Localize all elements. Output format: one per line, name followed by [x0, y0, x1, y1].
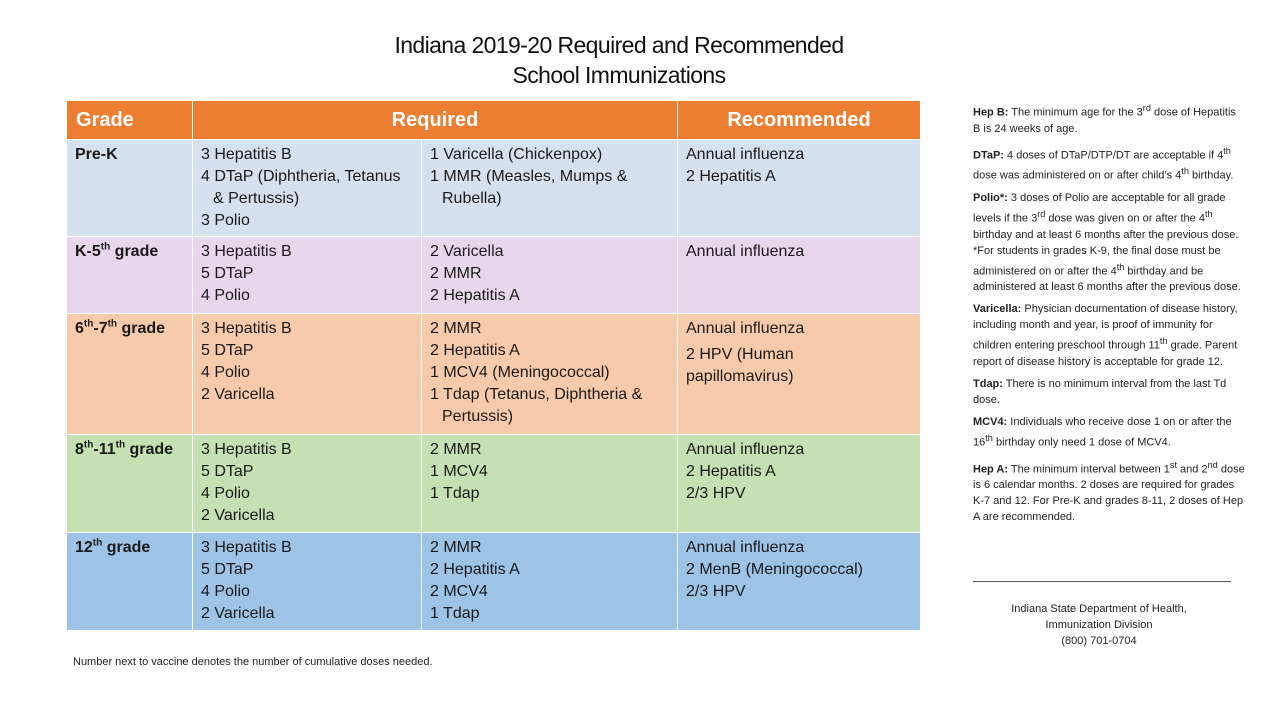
- vaccine-item: 3 Polio: [201, 212, 250, 229]
- vaccine-item: 4 DTaP (Diphtheria, Tetanus: [201, 168, 401, 185]
- note-text: 3 doses of Polio are acceptable for all grade levels if the 3: [973, 191, 1226, 225]
- vaccine-item: 4 Polio: [201, 287, 250, 304]
- note-sup: th: [1181, 166, 1189, 177]
- note-sup: th: [1204, 208, 1213, 219]
- notes-divider: [973, 581, 1231, 582]
- vaccine-item: 2 Hepatitis A: [430, 287, 520, 304]
- note-text: There is no minimum interval from the last Td dose.: [973, 377, 1227, 406]
- table-header-row: [67, 101, 921, 140]
- table-row-6-7: [67, 314, 921, 435]
- recommended-cell: [678, 237, 921, 314]
- vaccine-item: 3 Hepatitis B: [201, 539, 292, 556]
- vaccine-item: 2 MMR: [430, 441, 482, 458]
- vaccine-item: 2 HPV (Human: [686, 346, 794, 363]
- vaccine-item: 2 MenB (Meningococcal): [686, 561, 863, 578]
- vaccine-item: 3 Hepatitis B: [201, 146, 292, 163]
- note-sup: th: [1159, 336, 1168, 347]
- agency-block: [985, 601, 1213, 649]
- note-sup: rd: [1037, 208, 1046, 219]
- vaccine-item: papillomavirus): [686, 368, 794, 385]
- agency-phone: (800) 701-0704: [1061, 635, 1137, 647]
- grade-label-mid: -7: [93, 320, 108, 337]
- grade-cell: [67, 533, 193, 631]
- grade-label: 8: [75, 441, 84, 458]
- table-row-12: [67, 533, 921, 631]
- vaccine-item: Pertussis): [442, 408, 514, 425]
- note-label: Tdap:: [973, 377, 1003, 390]
- vaccine-item: 5 DTaP: [201, 342, 254, 359]
- vaccine-item: 1 MCV4 (Meningococcal): [430, 364, 610, 381]
- note-label: Polio*:: [973, 191, 1008, 204]
- vaccine-item: 3 Hepatitis B: [201, 243, 292, 260]
- vaccine-item: 2 MMR: [430, 539, 482, 556]
- vaccine-item: Annual influenza: [686, 320, 805, 337]
- note-text: birthday and be administered at least 6 months after the previous dose.: [973, 265, 1241, 294]
- note-sup: rd: [1142, 103, 1151, 113]
- vaccine-item: 2 Varicella: [201, 386, 275, 403]
- note-sup: th: [1223, 145, 1231, 156]
- note-text: The minimum interval between 1: [1008, 463, 1170, 476]
- note-label: Varicella:: [973, 303, 1022, 316]
- note-sup: th: [1116, 261, 1125, 272]
- vaccine-item: 2/3 HPV: [686, 485, 746, 502]
- required-cell-1: [193, 533, 422, 631]
- vaccine-item: 2 Varicella: [201, 507, 275, 524]
- grade-label-suffix: grade: [102, 539, 151, 556]
- header-required: Required: [193, 101, 678, 140]
- grade-sup: th: [83, 439, 94, 451]
- grade-label: 6: [75, 320, 84, 337]
- vaccine-item: Annual influenza: [686, 243, 805, 260]
- note-text: Individuals who receive dose 1 on or after the 16: [973, 415, 1232, 449]
- vaccine-item: 2 Hepatitis A: [430, 342, 520, 359]
- grade-sup: th: [100, 241, 111, 253]
- note-tdap: [973, 376, 1245, 408]
- recommended-cell: [678, 435, 921, 533]
- note-sup: th: [985, 432, 993, 443]
- required-cell-1: [193, 237, 422, 314]
- vaccine-item: Annual influenza: [686, 146, 805, 163]
- title-line-1: Indiana 2019-20 Required and Recommended: [394, 32, 844, 58]
- grade-label-suffix: grade: [125, 441, 174, 458]
- note-text: The minimum age for the 3: [1008, 106, 1143, 119]
- vaccine-item: 4 Polio: [201, 364, 250, 381]
- immunization-table: [66, 100, 921, 631]
- note-polio: [973, 190, 1245, 295]
- vaccine-item: 3 Hepatitis B: [201, 441, 292, 458]
- grade-cell: [67, 314, 193, 435]
- table-row-k5: [67, 237, 921, 314]
- note-hep-b: [973, 100, 1245, 137]
- grade-label: 12: [75, 539, 93, 556]
- note-sup: st: [1169, 459, 1177, 470]
- vaccine-item: 2 Hepatitis A: [686, 463, 776, 480]
- note-label: Hep A:: [973, 463, 1009, 476]
- grade-label-suffix: grade: [110, 243, 159, 260]
- note-text: *For students in grades K-9, the final dose must be administered on or after the 4: [973, 244, 1221, 278]
- vaccine-item: 5 DTaP: [201, 265, 254, 282]
- vaccine-item: 4 Polio: [201, 583, 250, 600]
- vaccine-item: 2 MMR: [430, 320, 482, 337]
- note-label: Hep B:: [973, 106, 1009, 119]
- note-text: dose is 6 calendar months. 2 doses are required for grades K-7 and 12. For Pre-K and grades 8-11, 2 doses of Hep A are recommended.: [973, 463, 1245, 524]
- required-cell-2: [422, 533, 678, 631]
- vaccine-item: 2 Hepatitis A: [686, 168, 776, 185]
- note-text: birthday and at least 6 months after the previous dose.: [973, 228, 1239, 241]
- vaccine-item: 5 DTaP: [201, 463, 254, 480]
- recommended-cell: [678, 314, 921, 435]
- grade-sup: th: [92, 537, 103, 549]
- vaccine-item: Rubella): [442, 190, 502, 207]
- dose-footnote: Number next to vaccine denotes the number of cumulative doses needed.: [73, 656, 433, 668]
- note-dtap: [973, 143, 1245, 184]
- vaccine-item: 2 Varicella: [201, 605, 275, 622]
- vaccine-item: 1 Tdap: [430, 605, 480, 622]
- note-text: dose was administered on or after child’s 4: [973, 169, 1182, 182]
- recommended-cell: [678, 140, 921, 237]
- grade-label: Pre-K: [75, 146, 118, 163]
- note-text: birthday.: [1188, 169, 1234, 182]
- grade-label-suffix: grade: [117, 320, 166, 337]
- note-text: birthday only need 1 dose of MCV4.: [992, 436, 1171, 449]
- note-text: Physician documentation of disease history, including month and year, is proof of immunity for children entering preschool through 11: [973, 303, 1238, 352]
- required-cell-2: [422, 237, 678, 314]
- note-text: grade. Parent report of disease history is acceptable for grade 12.: [973, 339, 1238, 368]
- grade-sup: th: [107, 318, 118, 330]
- table-row-8-11: [67, 435, 921, 533]
- page-title: [0, 30, 1238, 90]
- grade-cell: [67, 140, 193, 237]
- vaccine-item: 2/3 HPV: [686, 583, 746, 600]
- vaccine-item: Annual influenza: [686, 539, 805, 556]
- vaccine-item: 2 Varicella: [430, 243, 504, 260]
- vaccine-item: 1 MMR (Measles, Mumps &: [430, 168, 628, 185]
- title-line-2: School Immunizations: [512, 62, 726, 88]
- required-cell-1: [193, 140, 422, 237]
- grade-cell: [67, 237, 193, 314]
- note-label: DTaP:: [973, 149, 1004, 162]
- vaccine-item: 3 Hepatitis B: [201, 320, 292, 337]
- required-cell-2: [422, 140, 678, 237]
- note-label: MCV4:: [973, 415, 1008, 428]
- grade-label-mid: -11: [93, 441, 116, 458]
- note-mcv4: [973, 414, 1245, 451]
- vaccine-item: 1 Varicella (Chickenpox): [430, 146, 603, 163]
- required-cell-2: [422, 314, 678, 435]
- vaccine-item: 2 MMR: [430, 265, 482, 282]
- grade-sup: th: [83, 318, 94, 330]
- note-text: dose was given on or after the 4: [1045, 212, 1205, 225]
- agency-name: Indiana State Department of Health,: [1011, 603, 1187, 615]
- required-cell-2: [422, 435, 678, 533]
- note-text: 4 doses of DTaP/DTP/DT are acceptable if 4: [1003, 149, 1224, 162]
- grade-label: K-5: [75, 243, 101, 260]
- note-text: and 2: [1177, 463, 1208, 476]
- vaccine-item: 1 MCV4: [430, 463, 488, 480]
- vaccine-item: 2 Hepatitis A: [430, 561, 520, 578]
- note-text: dose of Hepatitis B is 24 weeks of age.: [973, 106, 1236, 135]
- grade-sup: th: [115, 439, 126, 451]
- recommended-cell: [678, 533, 921, 631]
- agency-division: Immunization Division: [1045, 619, 1153, 631]
- header-recommended: Recommended: [678, 101, 921, 140]
- required-cell-1: [193, 435, 422, 533]
- header-grade: Grade: [67, 101, 193, 140]
- vaccine-item: 2 MCV4: [430, 583, 488, 600]
- table-row-prek: [67, 140, 921, 237]
- vaccine-item: Annual influenza: [686, 441, 805, 458]
- vaccine-item: 1 Tdap: [430, 485, 480, 502]
- grade-cell: [67, 435, 193, 533]
- required-cell-1: [193, 314, 422, 435]
- vaccine-item: 5 DTaP: [201, 561, 254, 578]
- vaccine-item: 1 Tdap (Tetanus, Diphtheria &: [430, 386, 643, 403]
- note-sup: nd: [1207, 459, 1218, 470]
- vaccine-item: & Pertussis): [213, 190, 300, 207]
- notes-panel: [973, 100, 1245, 531]
- vaccine-item: 4 Polio: [201, 485, 250, 502]
- note-varicella: [973, 301, 1245, 370]
- note-hep-a: [973, 457, 1245, 526]
